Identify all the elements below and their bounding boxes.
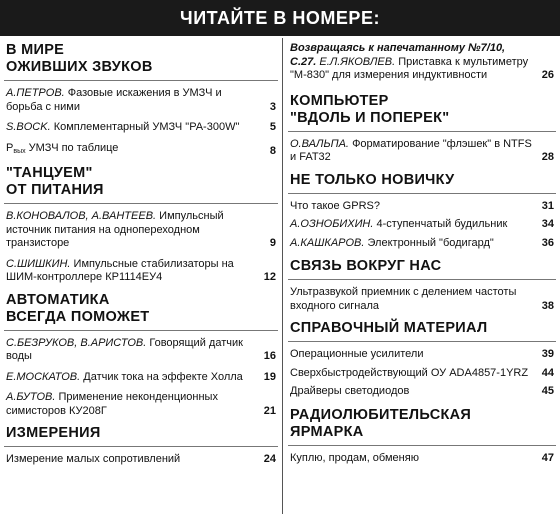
entry-title: 4-ступенчатый будильник <box>376 218 508 230</box>
toc-entry[interactable] <box>4 87 278 114</box>
section-title <box>288 172 556 189</box>
section-title-line: ОЖИВШИХ ЗВУКОВ <box>6 59 153 75</box>
section-power <box>4 165 278 285</box>
entry-page: 12 <box>263 271 276 283</box>
entry-author: А.БУТОВ. <box>6 391 56 403</box>
toc-entry[interactable] <box>4 142 278 159</box>
toc-entry[interactable] <box>288 286 556 313</box>
entry-symbol-subscript: вых <box>13 147 26 155</box>
section-title-line: "ВДОЛЬ И ПОПЕРЕК" <box>290 109 450 126</box>
section-rule <box>4 330 278 331</box>
entry-title: Операционные усилители <box>290 348 424 360</box>
toc-entry[interactable] <box>288 138 556 165</box>
entry-title: Датчик тока на эффекте Холла <box>83 370 243 383</box>
entry-title: Применение неконденционных симисторов КУ208Г <box>6 391 218 417</box>
entry-page: 9 <box>269 237 276 249</box>
entry-title: Импульсный источник питания на однопереходном транзисторе <box>6 210 224 249</box>
section-title <box>288 407 556 441</box>
toc-entry[interactable] <box>288 452 556 466</box>
entry-author: С.БЕЗРУКОВ, В.АРИСТОВ. <box>6 336 147 349</box>
right-column <box>288 40 556 472</box>
toc-entry[interactable] <box>288 218 556 232</box>
entry-page: 26 <box>541 69 554 81</box>
entry-page: 44 <box>541 366 554 379</box>
section-rule <box>4 446 278 447</box>
entry-author: S.BOCK. <box>6 121 51 133</box>
section-title-line: НЕ ТОЛЬКО НОВИЧКУ <box>290 171 455 188</box>
note-lead: Возвращаясь к напечатанному №7/10, С.27. <box>290 42 506 68</box>
section-title <box>288 258 556 275</box>
section-title-line: ВСЕГДА ПОМОЖЕТ <box>6 308 150 325</box>
entry-page: 47 <box>541 451 554 464</box>
entry-title: Сверхбыстродействующий ОУ ADA4857-1YRZ <box>290 366 529 379</box>
entry-page: 45 <box>541 385 554 397</box>
toc-entry[interactable] <box>4 453 278 467</box>
section-title-line: КОМПЬЮТЕР <box>290 92 389 109</box>
section-rule <box>288 193 556 194</box>
entry-title: Электронный "бодигард" <box>367 236 494 249</box>
entry-title: Ультразвукой приемник с делением частоты входного сигнала <box>290 286 517 312</box>
entry-page: 21 <box>263 404 276 417</box>
entry-title: Драйверы светодиодов <box>290 385 410 397</box>
section-rule <box>4 80 278 81</box>
entry-author: А.КАШКАРОВ. <box>290 236 365 249</box>
column-divider <box>282 38 283 514</box>
reprint-note[interactable] <box>288 42 556 83</box>
entry-title: Куплю, продам, обменяю <box>290 451 419 464</box>
section-rule <box>288 279 556 280</box>
toc-entry[interactable] <box>288 200 556 214</box>
entry-page: 19 <box>263 370 276 383</box>
entry-page: 28 <box>541 151 554 163</box>
entry-page: 34 <box>541 218 554 230</box>
entry-title: Импульсные стабилизаторы на ШИМ-контроллере КР1114ЕУ4 <box>6 257 234 283</box>
entry-title: Говорящий датчик воды <box>6 336 243 362</box>
entry-author: В.КОНОВАЛОВ, А.ВАНТЕЕВ. <box>6 210 157 222</box>
section-title-line: В МИРЕ <box>6 42 65 58</box>
entry-title: Приставка к мультиметру "М-830" для измерения индуктивности <box>290 55 529 81</box>
banner-title: ЧИТАЙТЕ В НОМЕРЕ: <box>180 7 380 28</box>
section-rule <box>288 445 556 446</box>
entry-author: О.ВАЛЬПА. <box>290 137 349 150</box>
section-reference <box>288 320 556 399</box>
toc-entry[interactable] <box>288 367 556 381</box>
entry-page: 24 <box>263 453 276 465</box>
left-column <box>4 40 278 474</box>
entry-author: Е.МОСКАТОВ. <box>6 370 81 383</box>
entry-page: 36 <box>541 236 554 249</box>
section-title-line: АВТОМАТИКА <box>6 291 110 308</box>
section-title-line: СПРАВОЧНЫЙ МАТЕРИАЛ <box>290 320 488 336</box>
entry-title: Измерение малых сопротивлений <box>6 453 181 465</box>
contents-banner <box>0 0 560 36</box>
entry-page: 39 <box>541 348 554 360</box>
entry-author: С.ШИШКИН. <box>6 257 71 270</box>
section-rule <box>4 203 278 204</box>
entry-author: А.ПЕТРОВ. <box>6 87 65 99</box>
entry-page: 3 <box>269 100 276 113</box>
section-title-line: ЯРМАРКА <box>290 423 364 440</box>
toc-entry[interactable] <box>4 337 278 364</box>
section-measurements <box>4 425 278 467</box>
toc-entry[interactable] <box>4 258 278 285</box>
entry-page: 38 <box>541 299 554 312</box>
section-title <box>288 320 556 337</box>
entry-page: 31 <box>541 199 554 212</box>
entry-author: А.ОЗНОБИХИН. <box>290 218 374 230</box>
section-title-line: РАДИОЛЮБИТЕЛЬСКАЯ <box>290 406 472 423</box>
section-title <box>4 425 278 442</box>
section-fair <box>288 407 556 466</box>
entry-author: Е.Л.ЯКОВЛЕВ. <box>319 55 396 68</box>
toc-entry[interactable] <box>288 237 556 251</box>
section-title <box>4 42 278 76</box>
entry-page: 16 <box>263 350 276 362</box>
entry-title: Форматирование "флэшек" в NTFS и FAT32 <box>290 137 532 163</box>
entry-page: 8 <box>269 144 276 157</box>
section-title-line: "ТАНЦУЕМ" <box>6 165 93 181</box>
toc-entry[interactable] <box>4 121 278 135</box>
entry-title: УМЗЧ по таблице <box>28 141 119 154</box>
entry-symbol: P <box>6 141 14 154</box>
section-novice <box>288 172 556 251</box>
toc-entry[interactable] <box>288 348 556 362</box>
section-communication <box>288 258 556 313</box>
entry-page: 5 <box>269 121 276 133</box>
toc-entry[interactable] <box>4 371 278 385</box>
section-title-line: СВЯЗЬ ВОКРУГ НАС <box>290 258 442 274</box>
entry-title: Комплементарный УМЗЧ "PA-300W" <box>53 121 240 133</box>
section-title <box>288 93 556 127</box>
entry-title: Что такое GPRS? <box>290 199 380 212</box>
section-rule <box>288 341 556 342</box>
toc-entry[interactable] <box>4 210 278 251</box>
section-computer <box>288 93 556 165</box>
section-title-line: ИЗМЕРЕНИЯ <box>6 425 101 441</box>
section-rule <box>288 131 556 132</box>
entry-title: Фазовые искажения в УМЗЧ и борьба с ними <box>6 87 222 113</box>
section-title <box>4 165 278 199</box>
section-title <box>4 292 278 326</box>
toc-entry[interactable] <box>288 385 556 399</box>
toc-entry[interactable] <box>4 391 278 418</box>
section-automation <box>4 292 278 419</box>
section-title-line: ОТ ПИТАНИЯ <box>6 182 104 198</box>
section-sounds <box>4 42 278 158</box>
